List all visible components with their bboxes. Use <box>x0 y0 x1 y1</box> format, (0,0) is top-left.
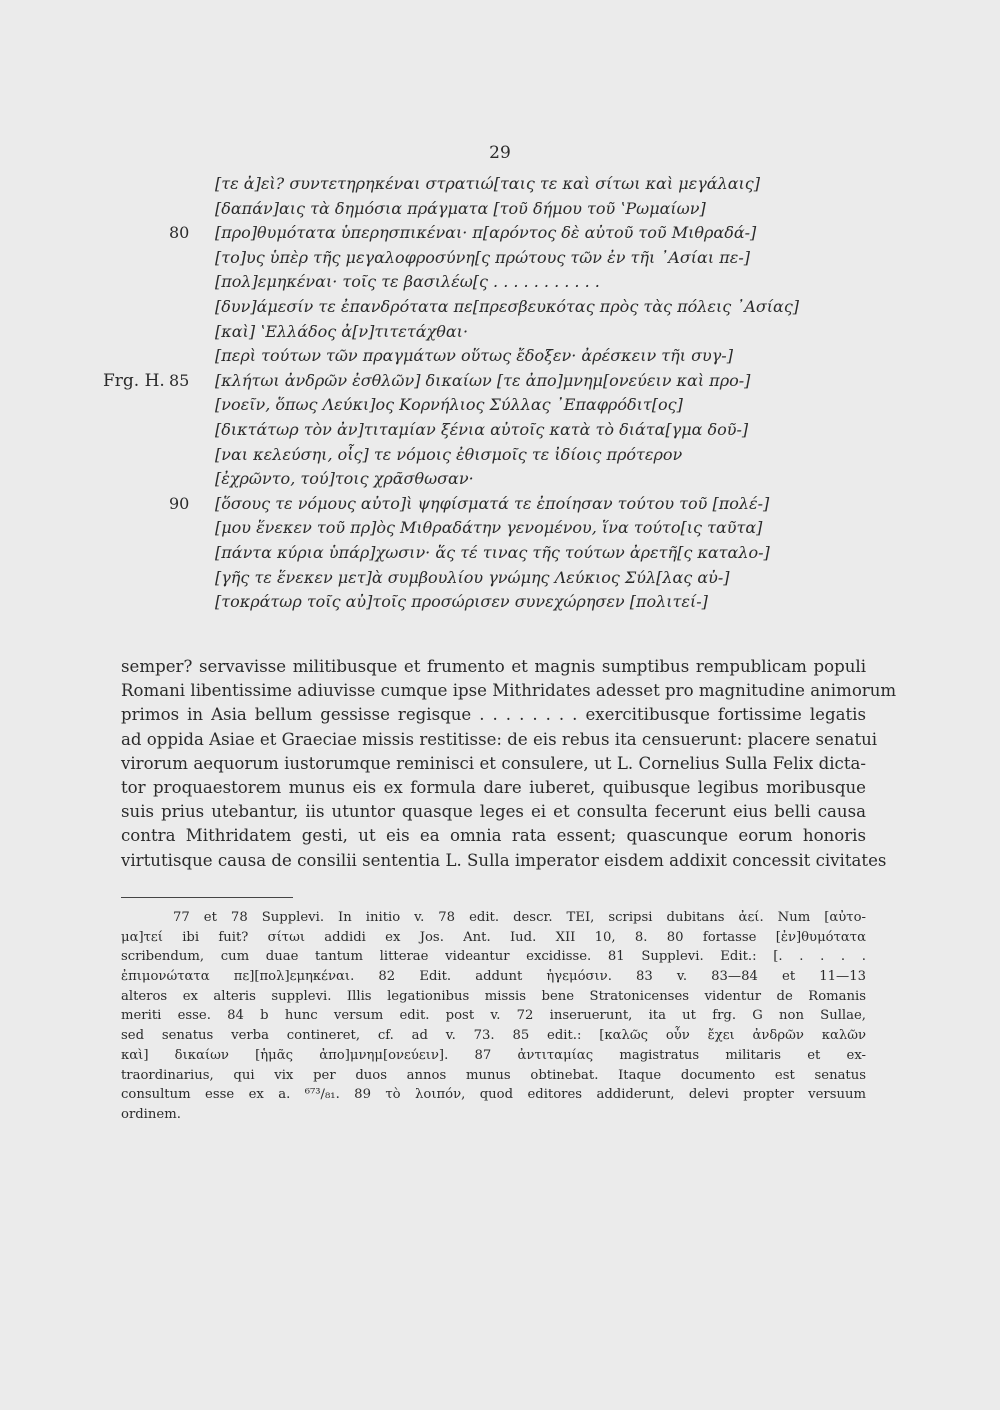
greek-line <box>215 467 855 492</box>
note-line: ἐπιμονώτατα πε][πολ]εμηκέναι. 82 Edit. addunt ἡγεμόσιν. 83 v. 83—84 et 11—13 <box>121 969 866 985</box>
greek-line-text: [δικτάτωρ τὸν ἀν]τιταμίαν ξένια αὐτοῖς κατὰ τὸ διάτα[γμα δοῦ-] <box>215 419 749 439</box>
page-number: 29 <box>489 143 511 163</box>
latin-line: semper? servavisse militibusque et frumento et magnis sumptibus rempublicam populi <box>121 657 866 676</box>
greek-line-text: [πολ]εμηκέναι· τοῖς τε βασιλέω[ς . . . . . . . . . . . <box>215 272 600 292</box>
greek-line <box>215 516 855 541</box>
latin-line: virorum aequorum iustorumque reminisci et consulere, ut L. Cornelius Sulla Felix dicta- <box>121 753 866 773</box>
greek-line <box>169 492 855 517</box>
greek-line-text: [τοκράτωρ τοῖς αὐ]τοῖς προσώρισεν συνεχώρησεν [πολιτεί-] <box>215 592 708 612</box>
greek-line <box>215 172 855 197</box>
greek-line <box>215 590 855 615</box>
note-line: consultum esse ex a. ⁶⁷³/₈₁. 89 τὸ λοιπόν, quod editores addiderunt, delevi propter versuum <box>121 1087 866 1103</box>
latin-line: tor proquaestorem munus eis ex formula dare iuberet, quibusque legibus moribusque <box>121 777 866 797</box>
greek-line-text: [ὅσους τε νόμους αὐτο]ὶ ψηφίσματά τε ἐποίησαν τούτου τοῦ [πολέ-] <box>215 493 770 513</box>
fragment-label: Frg. H. <box>103 370 165 391</box>
greek-line-text: [πάντα κύρια ὑπάρ]χωσιν· ἅς τέ τινας τῆς τούτων ἀρετῆ[ς καταλο-] <box>215 542 770 562</box>
note-line: sed senatus verba contineret, cf. ad v. 73. 85 edit.: [καλῶς οὖν ἔχει ἀνδρῶν καλῶν <box>121 1028 866 1044</box>
greek-line <box>215 197 855 222</box>
greek-line-text: [μου ἕνεκεν τοῦ πρ]ὸς Μιθραδάτην γενομένου, ἵνα τούτο[ις ταῦτα] <box>215 518 763 538</box>
greek-line <box>215 566 855 591</box>
greek-line-text: [δυν]άμεσίν τε ἐπανδρότατα πε[πρεσβευκότας πρὸς τὰς πόλεις ᾽Ασίας] <box>215 296 800 316</box>
note-line: 77 et 78 Supplevi. In initio v. 78 edit. descr. ΤΕΙ, scripsi dubitans ἀεί. Num [αὐτο- <box>173 910 866 925</box>
note-line: traordinarius, qui vix per duos annos munus obtinebat. Itaque documento est senatus <box>121 1067 866 1083</box>
greek-line-text: [γῆς τε ἕνεκεν μετ]ὰ συμβουλίου γνώμης Λεύκιος Σύλ[λας αὐ-] <box>215 567 730 587</box>
note-line: καὶ] δικαίων [ἡμᾶς ἀπο]μνημ[ονεύειν]. 87 ἀντιταμίας magistratus militaris et ex- <box>121 1047 866 1063</box>
greek-line <box>215 418 855 443</box>
greek-line-text: [δαπάν]αις τὰ δημόσια πράγματα [τοῦ δήμου τοῦ ʽΡωμαίων] <box>215 198 706 218</box>
note-line: scribendum, cum duae tantum litterae videantur excidisse. 81 Supplevi. Edit.: [. . . . . <box>121 949 866 965</box>
greek-line <box>215 443 855 468</box>
greek-line <box>215 270 855 295</box>
critical-apparatus <box>121 908 866 1125</box>
greek-line-text: [τε ἀ]εὶ? συντετηρηκέναι στρατιώ[ταις τε καὶ σίτωι καὶ μεγάλαις] <box>215 174 760 193</box>
greek-line-text: [νοεῖν, ὅπως Λεύκι]ος Κορνήλιος Σύλλας ᾽Επαφρόδιτ[ος] <box>215 395 683 415</box>
latin-line: suis prius utebantur, iis utuntor quasque leges ei et consulta fecerunt eius belli causa <box>121 802 866 822</box>
greek-line <box>215 344 855 369</box>
greek-line-text: [κλήτωι ἀνδρῶν ἐσθλῶν] δικαίων [τε ἀπο]μνημ[ονεύειν καὶ προ-] <box>215 370 751 390</box>
greek-line <box>215 393 855 418</box>
footnote-divider <box>121 897 293 898</box>
line-number: 85 <box>169 370 190 390</box>
greek-line <box>169 221 855 246</box>
latin-line: contra Mithridatem gesti, ut eis ea omnia rata essent; quascunque eorum honoris <box>121 826 866 846</box>
line-number: 90 <box>169 493 190 513</box>
latin-line: virtutisque causa de consilii sententia L. Sulla imperator eisdem addixit concessit civitates <box>121 850 887 870</box>
greek-line <box>215 320 855 345</box>
latin-line: Romani libentissime adiuvisse cumque ipse Mithridates adesset pro magnitudine animorum <box>121 681 897 701</box>
greek-line-text: [ἐχρῶντο, τού]τοις χρᾶσθωσαν· <box>215 469 474 489</box>
latin-translation <box>121 655 897 873</box>
greek-line <box>215 541 855 566</box>
latin-line: ad oppida Asiae et Graeciae missis restitisse: de eis rebus ita censuerunt: placere senatui <box>121 729 878 749</box>
greek-inscription-text <box>103 172 855 615</box>
greek-line-text: [ναι κελεύσηι, οἷς] τε νόμοις ἐθισμοῖς τε ἰδίοις πρότερον <box>215 444 683 464</box>
greek-line-text: [προ]θυμότατα ὑπερησπικέναι· π[αρόντος δὲ αὐτοῦ τοῦ Μιθραδά-] <box>215 223 757 243</box>
line-number: 80 <box>169 223 190 243</box>
latin-line: primos in Asia bellum gessisse regisque . . . . . . . . exercitibusque fortissime legatis <box>121 705 866 725</box>
note-line: ordinem. <box>121 1106 181 1122</box>
note-line: alteros ex alteris supplevi. Illis legationibus missis bene Stratonicenses videntur de Romanis <box>121 988 866 1004</box>
greek-line <box>103 369 855 394</box>
greek-line-text: [καὶ] ʽΕλλάδος ἀ[ν]τιτετάχθαι· <box>215 321 469 341</box>
greek-line <box>215 295 855 320</box>
note-line: μα]τεί ibi fuit? σίτωι addidi ex Jos. Ant. Iud. XII 10, 8. 80 fortasse [ἐν]θυμότατα <box>121 929 866 945</box>
greek-line <box>215 246 855 271</box>
greek-line-text: [περὶ τούτων τῶν πραγμάτων οὕτως ἔδοξεν· ἀρέσκειν τῆι συγ-] <box>215 346 733 366</box>
note-line: meriti esse. 84 b hunc versum edit. post v. 72 inseruerunt, ita ut frg. G non Sullae, <box>121 1008 866 1024</box>
greek-line-text: [το]υς ὑπὲρ τῆς μεγαλοφροσύνη[ς πρώτους τῶν ἐν τῆι ᾽Ασίαι πε-] <box>215 247 750 267</box>
